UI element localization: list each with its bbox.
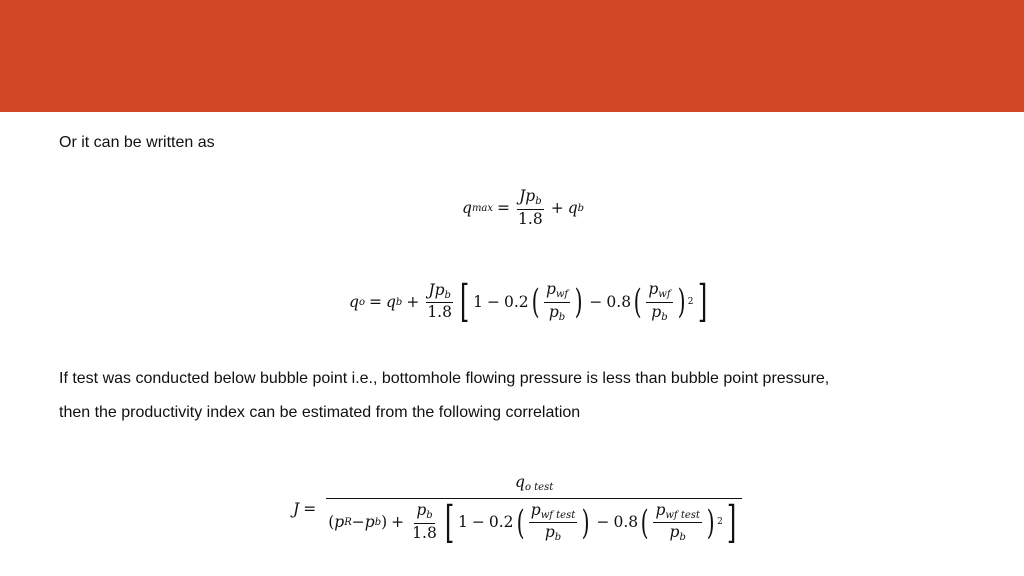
big-fraction: $q_{o test}$ ( p R − p b ) + $\frac{p_b}{1.8}$ [ 1 − 0.2 ( $\frac{p_{wf test}}{p_b}$ ) − 0.8 ( $\frac{p_{wf test}}{p_b}$ ) 2 ]	[326, 474, 742, 545]
equation-qo: q o = q b + $\frac{Jp_b}{1.8}$ [ 1 − 0.2 ( $\frac{p_{wf}}{p_b}$ ) − 0.8 ( $\frac{p_{wf}}{p_b}$ ) 2 ]	[349, 276, 707, 327]
right-bracket: ]	[697, 276, 707, 327]
plus: +	[550, 199, 564, 218]
equals: =	[497, 199, 511, 218]
var-q: q	[462, 199, 472, 218]
body-line-1: If test was conducted below bubble point i.e., bottomhole flowing pressure is less than bubble point pressure,	[59, 370, 830, 387]
equation-qmax: q max = $\frac{Jp_b}{1.8}$ + q b	[462, 187, 585, 228]
fraction: $\frac{Jp_b}{1.8}$	[518, 187, 543, 228]
left-bracket: [	[459, 276, 470, 327]
intro-text: Or it can be written as	[59, 134, 215, 151]
header-banner	[0, 0, 1024, 112]
body-line-2: then the productivity index can be estimated from the following correlation	[59, 404, 581, 421]
subscript-max: max	[471, 202, 494, 214]
equation-J: J = $q_{o test}$ ( p R − p b ) + $\frac{p_b}{1.8}$ [ 1 − 0.2 ( $\frac{p_{wf test}}{p_b}$ ) − 0.8 ( $\frac{p_{wf test}}{p_b}$ ) 2 ]	[293, 474, 744, 545]
